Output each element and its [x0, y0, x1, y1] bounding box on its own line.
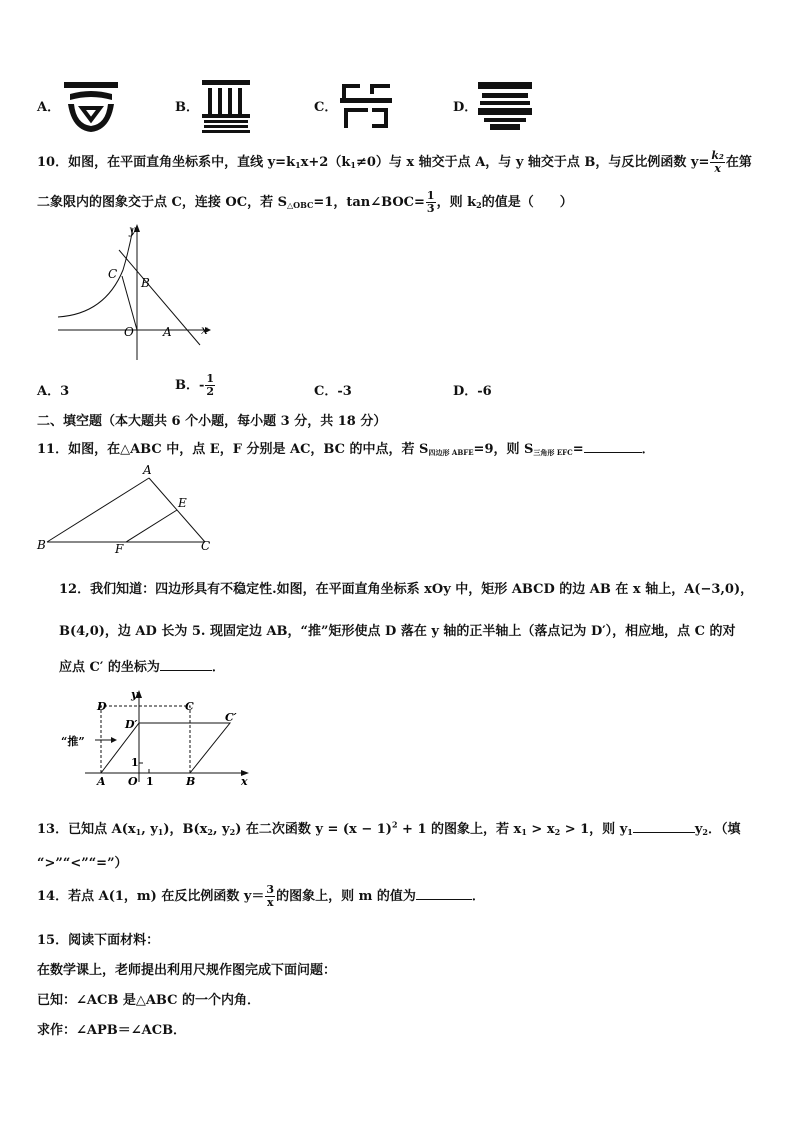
- q10-tan-den: 3: [426, 202, 435, 215]
- q10-label-y: y: [129, 223, 136, 237]
- q12-answer-blank[interactable]: [160, 658, 212, 671]
- q11-label-a: A: [143, 463, 152, 477]
- q10-sub-3: △OBC: [286, 200, 314, 210]
- q9-option-a-label: A．: [37, 100, 61, 115]
- q10-text-1: 10．如图，在平面直角坐标系中，直线 y=k: [37, 155, 296, 170]
- q15-line3: 已知：∠ACB 是△ABC 的一个内角．: [37, 993, 261, 1008]
- q10-fraction-k2-x: [710, 150, 724, 175]
- q13-sub-1: 1: [135, 827, 142, 837]
- q10-frac-den: x: [714, 162, 721, 175]
- q10-label-b: B: [141, 276, 150, 290]
- q11-label-b: B: [37, 538, 46, 552]
- q11-label-f: F: [115, 542, 124, 555]
- q10-sub-1: 1: [295, 160, 301, 170]
- q13-text-2: , y: [141, 822, 158, 837]
- q10-text-2: x+2（k: [300, 155, 351, 170]
- q12-end: ．: [211, 660, 225, 675]
- q13-line2: “>”“<”“=”）: [37, 856, 128, 871]
- q10-sub-4: 2: [476, 200, 482, 210]
- q10-option-d: D．-6: [453, 384, 492, 399]
- q9-option-a: [37, 96, 60, 115]
- q14-text-2: 的图象上，则 m 的值为: [276, 889, 416, 904]
- q10-label-x: x: [201, 323, 208, 337]
- q10-text-8: 的值是（ ）: [481, 195, 573, 210]
- q10-option-b-den: 2: [206, 385, 215, 398]
- q12-label-one-x: 1: [146, 775, 154, 786]
- q13-sub-2: 1: [157, 827, 164, 837]
- q13-text-7: > x: [526, 822, 555, 837]
- q13-text-8: > 1，则 y: [560, 822, 628, 837]
- q10-text-6: =1，tan∠BOC=: [313, 195, 425, 210]
- q11-label-e: E: [178, 496, 187, 510]
- q11-text-3: =: [572, 442, 584, 457]
- q12-line3: [59, 656, 225, 675]
- q10-fraction-tan: [426, 190, 436, 215]
- q15-line4: 求作：∠APB＝∠ACB．: [37, 1023, 187, 1038]
- q13-text-9: y: [694, 822, 703, 837]
- q11-segment-ef: [126, 510, 177, 542]
- q12-text-3: 应点 C′ 的坐标为: [59, 660, 160, 675]
- q9-option-c: [314, 96, 337, 115]
- q11-sub-2: 三角形 EFC: [533, 448, 573, 457]
- q10-tan-num: 1: [426, 189, 435, 202]
- q10-option-b-prefix: B．-: [175, 378, 205, 393]
- q15-line2: 在数学课上，老师提出利用尺规作图完成下面问题：: [37, 963, 337, 978]
- q13-text-6: + 1 的图象上，若 x: [397, 822, 522, 837]
- q10-option-c: C．-3: [314, 384, 352, 399]
- q12-label-y: y: [131, 688, 138, 701]
- q10-text-7: ，则 k: [436, 195, 477, 210]
- q9-glyph-c-image: [338, 80, 394, 132]
- q12-push-arrowhead: [111, 737, 117, 743]
- q11-end: ．: [641, 442, 655, 457]
- q9-option-d: [453, 96, 477, 115]
- q13-answer-blank[interactable]: [633, 820, 695, 833]
- q14-line: [37, 884, 485, 909]
- q13-sub-4: 2: [229, 827, 236, 837]
- q14-fraction: [265, 884, 275, 909]
- q10-label-c: C: [108, 267, 118, 281]
- q10-label-o: O: [124, 325, 134, 339]
- q13-sup: 2: [391, 819, 398, 830]
- q12-label-dprime: D′: [125, 718, 138, 731]
- q11-label-c: C: [201, 539, 211, 553]
- q9-option-b-label: B．: [175, 100, 199, 115]
- q14-answer-blank[interactable]: [416, 887, 472, 900]
- q9-option-c-label: C．: [314, 100, 338, 115]
- q11-text-1: 11．如图，在△ABC 中，点 E，F 分别是 AC，BC 的中点，若 S: [37, 442, 429, 457]
- q13-sub-3: 2: [207, 827, 213, 837]
- q12-label-a: A: [97, 775, 106, 786]
- q13-sub-6: 2: [554, 827, 561, 837]
- q10-hyperbola: [58, 228, 133, 317]
- q13-text-1: 13．已知点 A(x: [37, 822, 136, 837]
- q12-label-cprime: C′: [225, 711, 237, 724]
- q12-figure: [55, 686, 255, 786]
- q9-glyph-b-image: [200, 78, 252, 134]
- section-heading-fill-in: 二、填空题（本大题共 6 个小题，每小题 3 分，共 18 分）: [37, 414, 387, 429]
- q10-figure: [55, 220, 215, 365]
- q11-sub-1: 四边形 ABFE: [428, 448, 474, 457]
- q10-text-4: 在第: [725, 155, 752, 170]
- q9-glyph-a-image: [62, 80, 120, 134]
- q13-sub-5: 1: [521, 827, 527, 837]
- q13-sub-8: 2: [702, 827, 708, 837]
- q14-text-1: 14．若点 A(1，m) 在反比例函数 y＝: [37, 889, 265, 904]
- q11-line1: [37, 438, 655, 458]
- q10-frac-num: k₂: [711, 149, 724, 162]
- q15-line1: 15．阅读下面材料：: [37, 933, 160, 948]
- q9-option-d-label: D．: [453, 100, 478, 115]
- q13-sub-7: 1: [627, 827, 633, 837]
- q10-text-5: 二象限内的图象交于点 C，连接 OC，若 S: [37, 195, 287, 210]
- q13-line1: [37, 818, 740, 837]
- q9-option-b: [175, 96, 199, 115]
- q12-line1: 12．我们知道：四边形具有不稳定性.如图，在平面直角坐标系 xOy 中，矩形 ABCD 的边 AB 在 x 轴上，A(−3,0)，: [59, 582, 754, 597]
- q13-text-10: ．（填: [707, 822, 741, 837]
- q11-figure: [33, 460, 223, 555]
- q12-label-push: “推”: [61, 735, 85, 748]
- q12-label-x: x: [241, 775, 248, 786]
- q12-label-c: C: [185, 700, 194, 713]
- q10-option-b-num: 1: [206, 372, 215, 385]
- q14-end: ．: [471, 889, 485, 904]
- q10-text-3: ≠0）与 x 轴交于点 A，与 y 轴交于点 B，与反比例函数 y=: [355, 155, 710, 170]
- q10-line2: [37, 190, 573, 215]
- q10-option-a: A．3: [37, 384, 70, 399]
- q13-text-5: ) 在二次函数 y = (x − 1): [235, 822, 392, 837]
- q11-text-2: =9，则 S: [473, 442, 534, 457]
- q12-label-one-y: 1: [131, 756, 139, 769]
- q13-text-3: )，B(x: [163, 822, 208, 837]
- q13-text-4: , y: [213, 822, 230, 837]
- q12-label-o: O: [128, 775, 138, 786]
- q10-line1: [37, 150, 752, 175]
- q12-parallelogram: [101, 723, 230, 773]
- q14-frac-num: 3: [266, 883, 275, 896]
- q11-side-ab: [47, 478, 149, 542]
- q9-glyph-d-image: [476, 80, 534, 132]
- q10-option-b: [175, 373, 216, 398]
- q14-frac-den: x: [266, 896, 274, 909]
- q12-line2: B(4,0)，边 AD 长为 5. 现固定边 AB，“推”矩形使点 D 落在 y 轴的正半轴上（落点记为 D′），相应地，点 C 的对: [59, 624, 736, 639]
- q11-answer-blank[interactable]: [584, 440, 642, 453]
- q12-label-b: B: [186, 775, 196, 786]
- q12-label-d: D: [97, 700, 107, 713]
- q10-sub-2: 1: [350, 160, 356, 170]
- q10-label-a: A: [163, 325, 172, 339]
- q10-segment-oc: [122, 276, 137, 330]
- q10-option-b-frac: [205, 373, 215, 398]
